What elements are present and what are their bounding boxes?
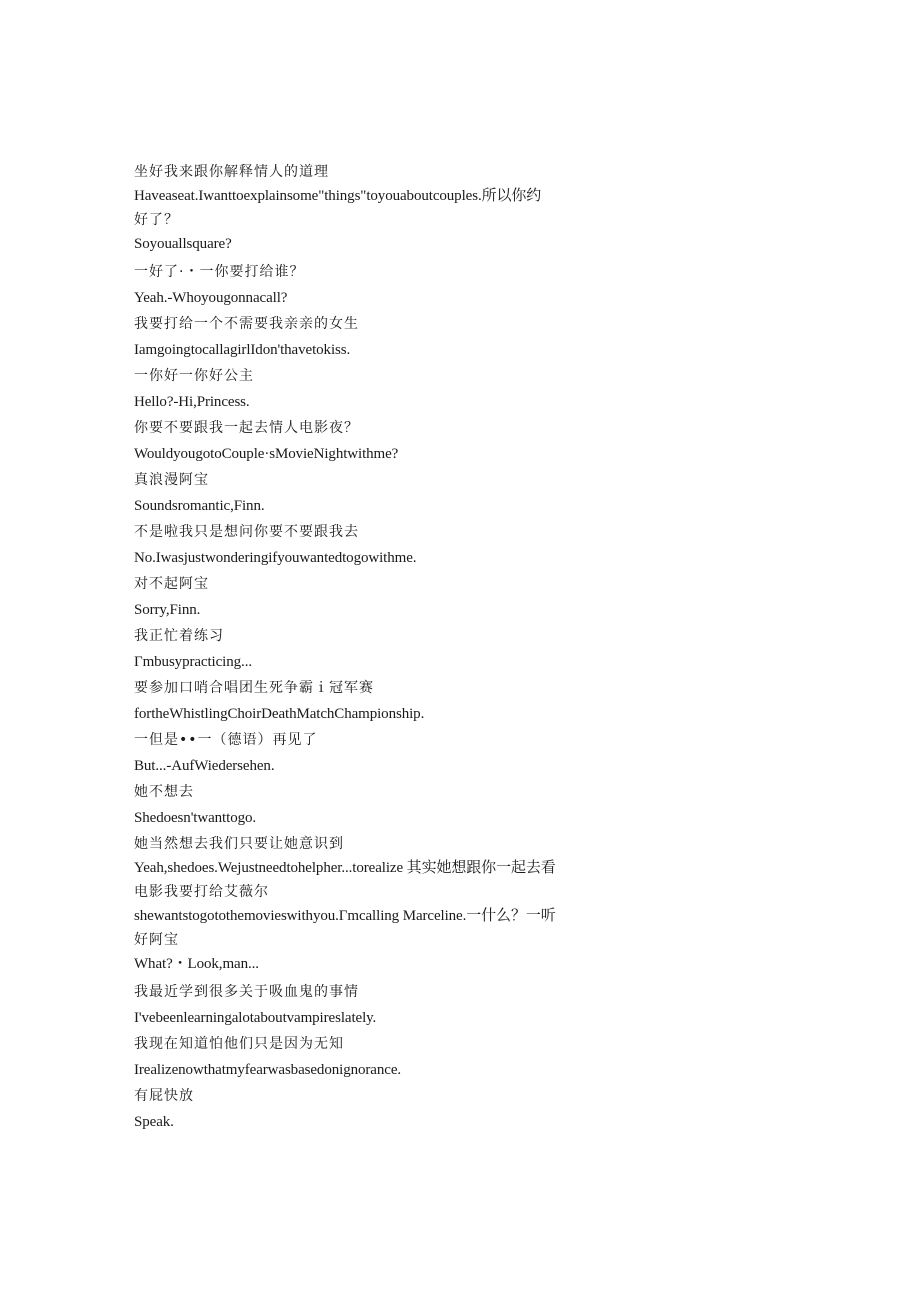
text-line: shewantstogotothemovieswithyou.Γmcalling Marceline.一什么？一听: [134, 908, 556, 924]
text-line: 我现在知道怕他们只是因为无知: [134, 1036, 344, 1052]
text-line: 有屁快放: [134, 1088, 194, 1104]
text-line: 对不起阿宝: [134, 576, 209, 592]
text-line: 她不想去: [134, 784, 194, 800]
text-line: WouldyougotoCouple·sMovieNightwithme?: [134, 446, 399, 462]
text-line: 好阿宝: [134, 932, 179, 948]
text-line: fortheWhistlingChoirDeathMatchChampionship.: [134, 706, 425, 722]
text-line: IamgoingtocallagirlIdon'thavetokiss.: [134, 342, 351, 358]
text-line: Haveaseat.Iwanttoexplainsome"things"toyouaboutcouples.所以你约: [134, 188, 542, 204]
text-line: Soundsromantic,Finn.: [134, 498, 265, 514]
text-line: 你要不要跟我一起去情人电影夜？: [134, 420, 359, 436]
text-line: 我最近学到很多关于吸血鬼的事情: [134, 984, 359, 1000]
text-line: 一但是••一（德语）再见了: [134, 732, 318, 748]
text-line: What?・Look,man...: [134, 956, 259, 972]
text-line: Yeah.-Whoyougonnacall?: [134, 290, 288, 306]
text-line: Speak.: [134, 1114, 174, 1130]
text-line: But...-AufWiedersehen.: [134, 758, 275, 774]
text-line: Soyouallsquare?: [134, 236, 232, 252]
text-line: 我要打给一个不需要我亲亲的女生: [134, 316, 359, 332]
text-line: 要参加口哨合唱团生死争霸ｉ冠军赛: [134, 680, 374, 696]
text-line: Hello?-Hi,Princess.: [134, 394, 250, 410]
text-line: Irealizenowthatmyfearwasbasedonignorance.: [134, 1062, 402, 1078]
text-line: I'vebeenlearningalotaboutvampireslately.: [134, 1010, 377, 1026]
text-line: 好了？: [134, 212, 179, 228]
text-line: 我正忙着练习: [134, 628, 224, 644]
text-line: No.Iwasjustwonderingifyouwantedtogowithme.: [134, 550, 417, 566]
text-line: 她当然想去我们只要让她意识到: [134, 836, 344, 852]
text-line: 电影我要打给艾薇尔: [134, 884, 269, 900]
text-line: 一好了·・一你要打给谁？: [134, 264, 305, 280]
text-line: Yeah,shedoes.Wejustneedtohelpher...torealize 其实她想跟你一起去看: [134, 860, 556, 876]
text-line: 坐好我来跟你解释情人的道理: [134, 164, 329, 180]
text-line: Γmbusypracticing...: [134, 654, 252, 670]
text-line: Shedoesn'twanttogo.: [134, 810, 257, 826]
text-line: 一你好一你好公主: [134, 368, 254, 384]
text-line: 真浪漫阿宝: [134, 472, 209, 488]
transcript-text: [134, 160, 604, 1134]
text-line: 不是啦我只是想问你要不要跟我去: [134, 524, 359, 540]
text-line: Sorry,Finn.: [134, 602, 201, 618]
